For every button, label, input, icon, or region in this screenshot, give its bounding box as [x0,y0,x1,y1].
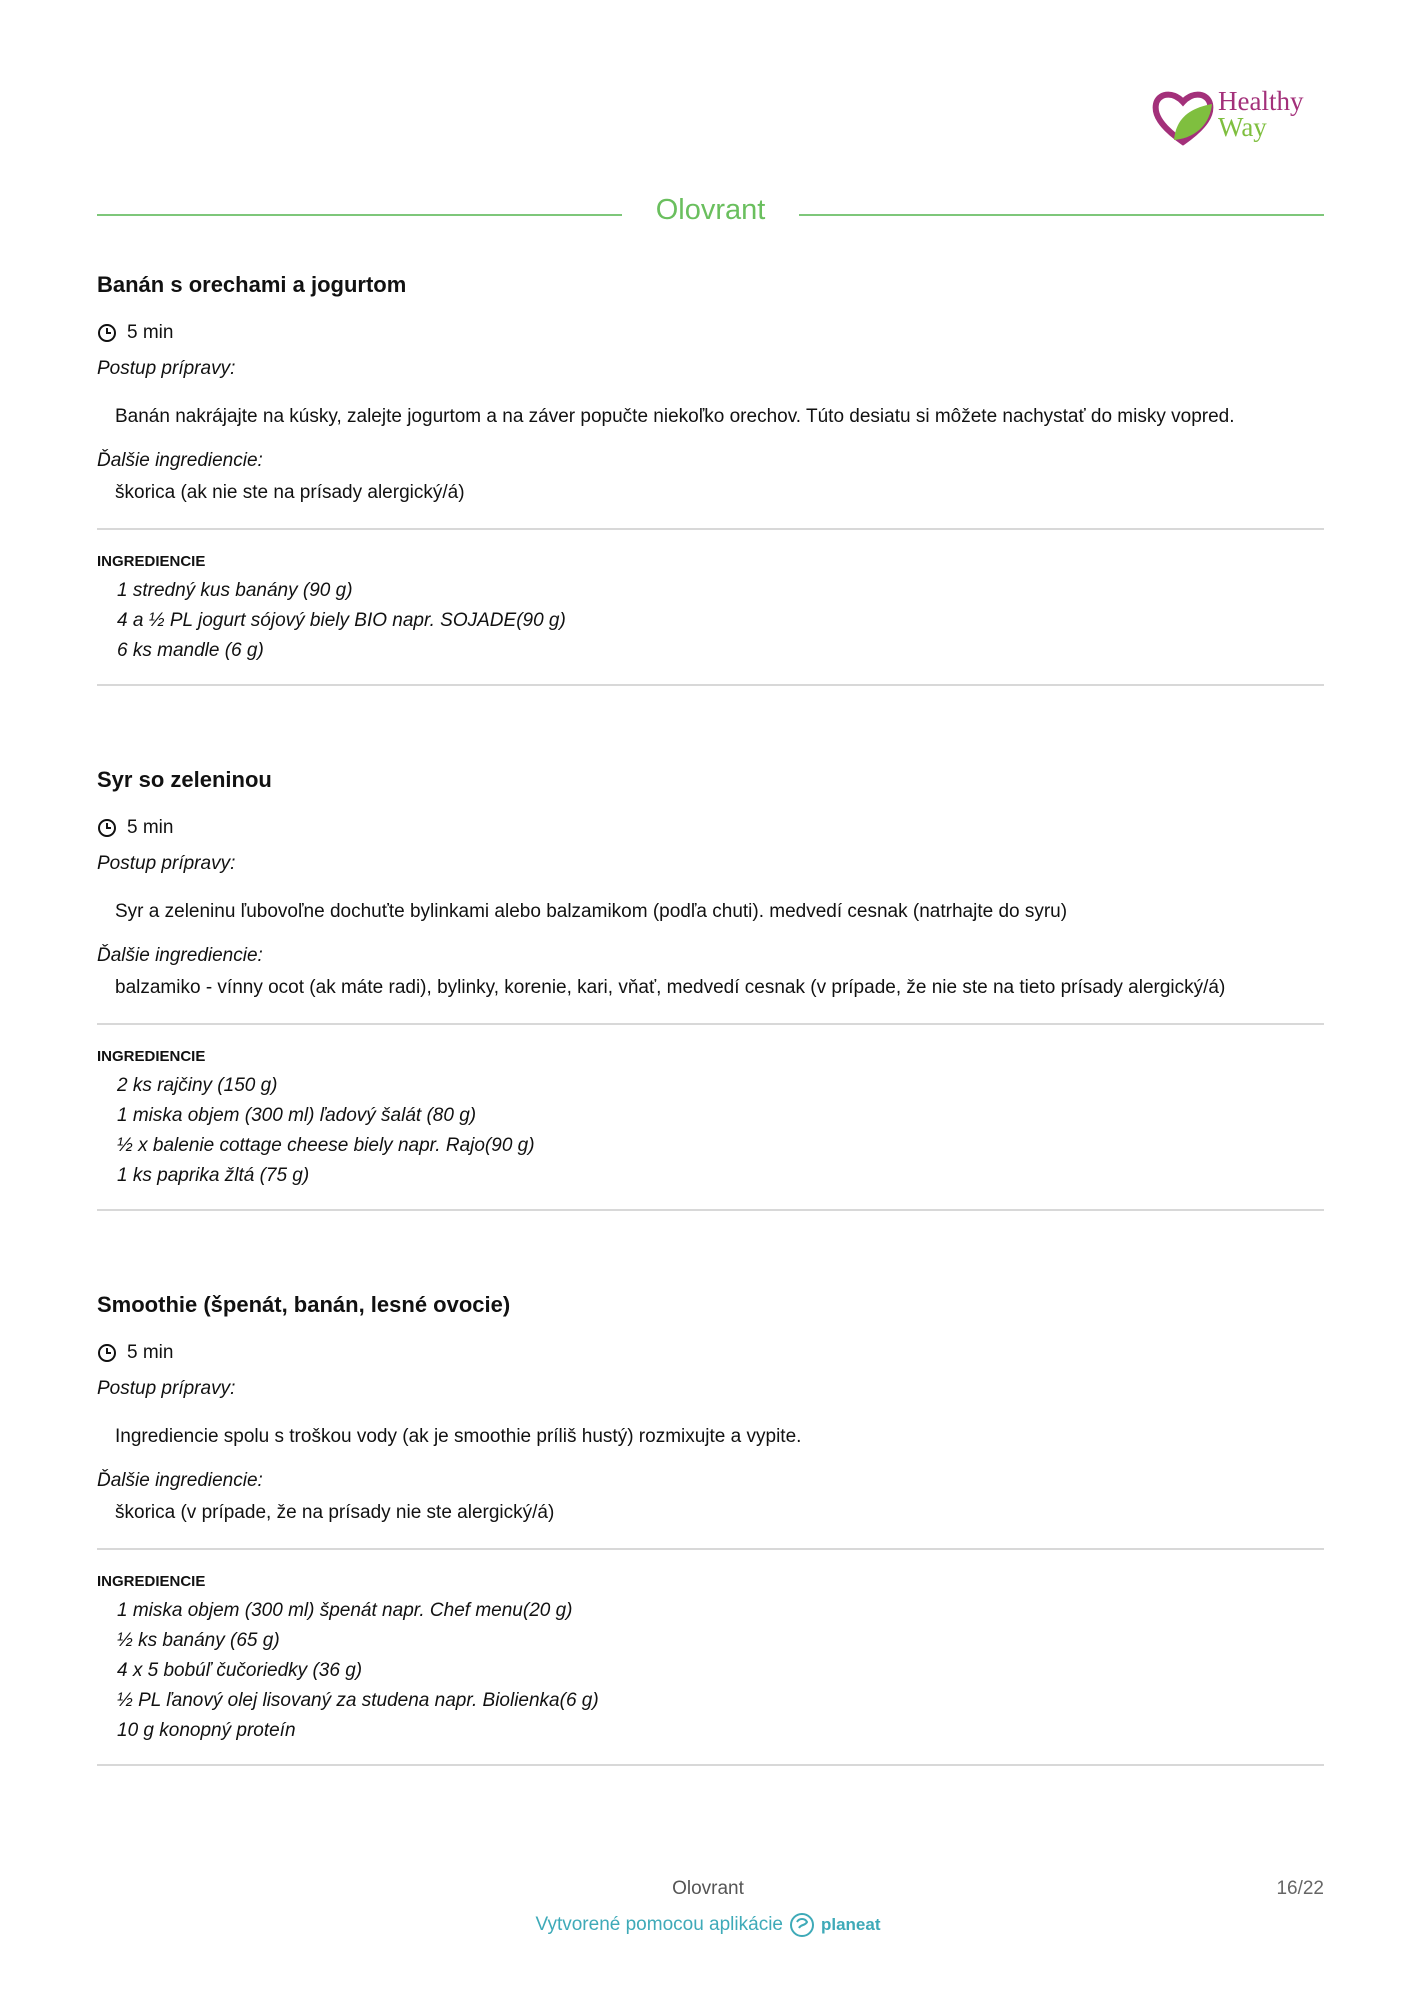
ingredients-header: INGREDIENCIE [97,553,206,570]
divider [97,1209,1324,1211]
method-text: Syr a zeleninu ľubovoľne dochuťte bylinkami alebo balzamikom (podľa chuti). medvedí cesnak (natrhajte do syru) [115,901,1068,922]
healthy-way-logo [1152,86,1322,152]
divider [97,1764,1324,1766]
extras-label: Ďalšie ingrediencie: [97,1470,263,1491]
divider [97,684,1324,686]
heart-leaf-icon [1152,88,1214,148]
credit-brand[interactable]: planeat [820,1915,881,1934]
ingredients-header: INGREDIENCIE [97,1573,206,1590]
section-header [97,190,1324,240]
ingredient-item: 1 miska objem (300 ml) ľadový šalát (80 g) [117,1105,477,1126]
recipe-card [97,270,1324,686]
divider [97,1023,1324,1025]
prep-time [97,320,1324,346]
page-number: 16/22 [1276,1878,1324,1899]
ingredient-item: 6 ks mandle (6 g) [117,640,264,661]
ingredient-item: ½ x balenie cottage cheese biely napr. Rajo(90 g) [117,1135,535,1156]
recipe-card [97,1290,1324,1766]
divider [97,528,1324,530]
prep-time [97,1340,1324,1366]
clock-icon [97,1343,117,1363]
ingredient-item: 1 stredný kus banány (90 g) [117,580,353,601]
extras-text: škorica (ak nie ste na prísady alergický/á) [115,482,465,503]
section-title: Olovrant [655,194,766,226]
header-rule-left [97,214,622,216]
ingredients-list [97,1596,1324,1746]
logo-line1: Healthy [1218,86,1304,116]
clock-icon [97,323,117,343]
method-text: Banán nakrájajte na kúsky, zalejte jogurtom a na záver popučte niekoľko orechov. Túto desiatu si môžete nachystať do misky vopred. [115,406,1235,427]
prep-time [97,815,1324,841]
extras-label: Ďalšie ingrediencie: [97,450,263,471]
extras-text: škorica (v prípade, že na prísady nie ste alergický/á) [115,1502,555,1523]
footer-title: Olovrant [672,1878,744,1899]
prep-time-value: 5 min [127,817,174,838]
ingredient-item: 1 miska objem (300 ml) špenát napr. Chef menu(20 g) [117,1600,573,1621]
ingredients-header: INGREDIENCIE [97,1048,206,1065]
recipe-title: Banán s orechami a jogurtom [97,272,407,297]
method-label: Postup prípravy: [97,853,236,874]
planeat-logo-icon [789,1912,815,1938]
extras-text: balzamiko - vínny ocot (ak máte radi), bylinky, korenie, kari, vňať, medvedí cesnak (v prípade, že nie ste na tieto prísady alergický/á) [115,977,1226,998]
extras-label: Ďalšie ingrediencie: [97,945,263,966]
ingredient-item: 4 a ½ PL jogurt sójový biely BIO napr. SOJADE(90 g) [117,610,566,631]
recipe-title: Smoothie (špenát, banán, lesné ovocie) [97,1292,511,1317]
recipe-title: Syr so zeleninou [97,767,272,792]
ingredients-list [97,1071,1324,1191]
ingredient-item: 10 g konopný proteín [117,1720,296,1741]
ingredient-item: ½ ks banány (65 g) [117,1630,280,1651]
credit-text: Vytvorené pomocou aplikácie [535,1914,783,1935]
logo-text [1218,88,1303,140]
ingredients-list [97,576,1324,666]
ingredient-item: 2 ks rajčiny (150 g) [117,1075,278,1096]
ingredient-item: 4 x 5 bobúľ čučoriedky (36 g) [117,1660,363,1681]
ingredient-item: ½ PL ľanový olej lisovaný za studena napr. Biolienka(6 g) [117,1690,599,1711]
divider [97,1548,1324,1550]
header-rule-right [799,214,1324,216]
clock-icon [97,818,117,838]
method-text: Ingrediencie spolu s troškou vody (ak je smoothie príliš hustý) rozmixujte a vypite. [115,1426,802,1447]
logo-line2: Way [1218,112,1267,142]
method-label: Postup prípravy: [97,1378,236,1399]
method-label: Postup prípravy: [97,358,236,379]
recipe-card [97,765,1324,1211]
footer-credit [0,1912,1416,1938]
ingredient-item: 1 ks paprika žltá (75 g) [117,1165,310,1186]
prep-time-value: 5 min [127,1342,174,1363]
prep-time-value: 5 min [127,322,174,343]
